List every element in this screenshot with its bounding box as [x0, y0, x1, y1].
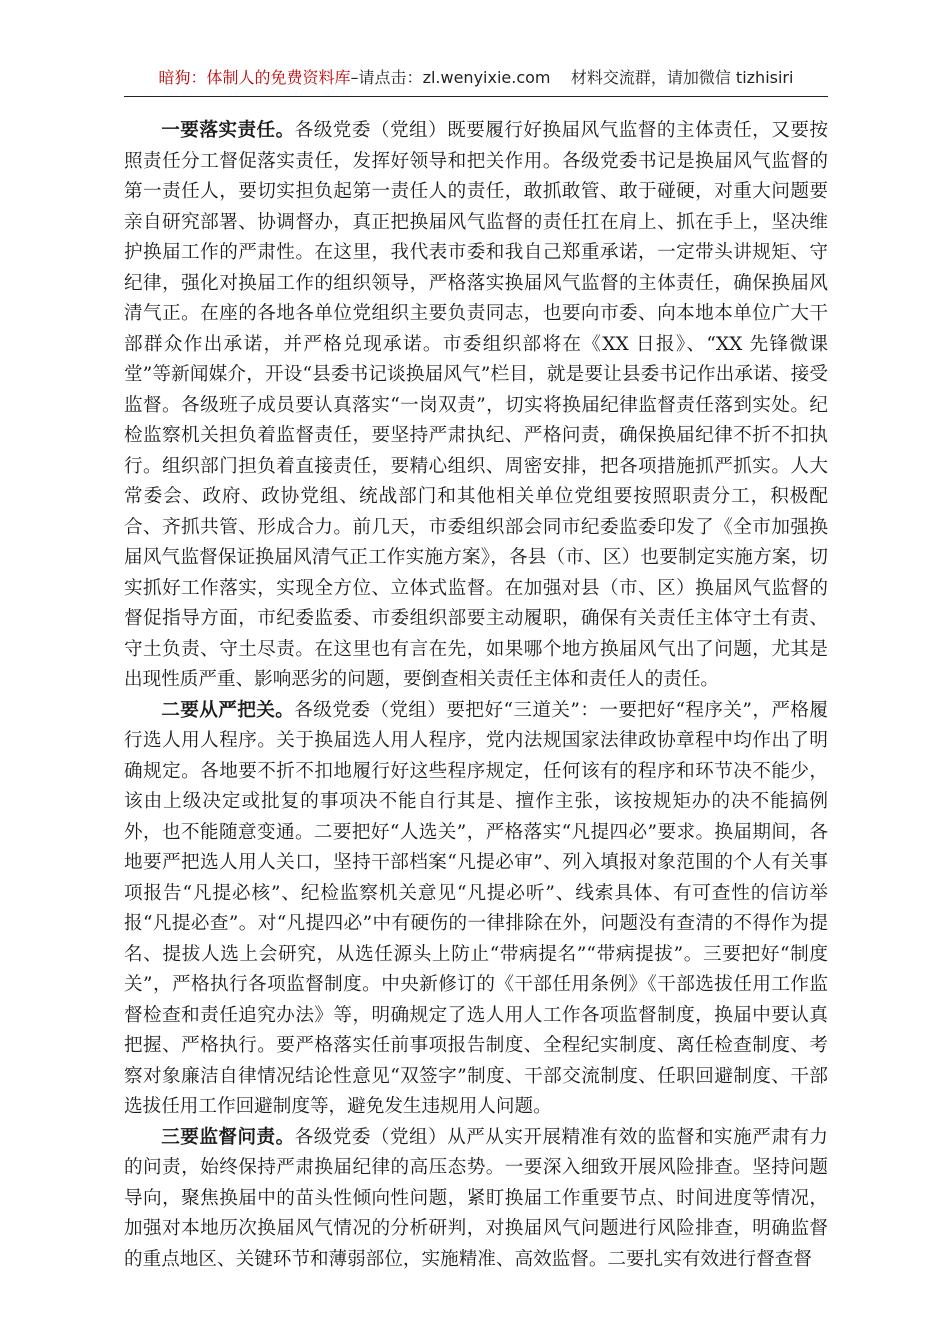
header-click-prompt: –请点击： — [350, 68, 423, 87]
header-url-link[interactable]: zl.wenyixie.com — [422, 68, 551, 87]
paragraph-text: 各级党委（党组）要把好“三道关”：一要把好“程序关”，严格履行选人用人程序。关于换届选人用人程序，党内法规国家法律政协章程中均作出了明确规定。各地要不折不扣地履行好这些程序规定，任何该有的程序和环节决不能少，该由上级决定或批复的事项决不能自行其是、擅作主张，该按规矩办的决不能搞例外，也不能随意变通。二要把好“人选关”，严格落实“凡提四必”要求。换届期间，各地要严把选人用人关口，坚持干部档案“凡提必审”、列入填报对象范围的个人有关事项报告“凡提必核”、纪检监察机关意见“凡提必听”、线索具体、有可查性的信访举报“凡提必查”。对“凡提四必”中有硬伤的一律排除在外，问题没有查清的不得作为提名、提拔人选上会研究，从选任源头上防止“带病提名”“带病提拔”。三要把好“制度关”，严格执行各项监督制度。中央新修订的《干部任用条例》《干部选拔任用工作监督检查和责任追究办法》等，明确规定了选人用人工作各项监督制度，换届中要认真把握、严格执行。要严格落实任前事项报告制度、全程纪实制度、离任检查制度、考察对象廉洁自律情况结论性意见“双签字”制度、干部交流制度、任职回避制度、干部选拔任用工作回避制度等，避免发生违规用人问题。 — [124, 699, 828, 1117]
paragraph-heading: 一要落实责任。 — [161, 120, 295, 141]
document-body — [124, 116, 828, 1275]
paragraph-text: 各级党委（党组）既要履行好换届风气监督的主体责任，又要按照责任分工督促落实责任，发挥好领导和把关作用。各级党委书记是换届风气监督的第一责任人，要切实担负起第一责任人的责任，敢抓敢管、敢于碰硬，对重大问题要亲自研究部署、协调督办，真正把换届风气监督的责任扛在肩上、抓在手上，坚决维护换届工作的严肃性。在这里，我代表市委和我自己郑重承诺，一定带头讲规矩、守纪律，强化对换届工作的组织领导，严格落实换届风气监督的主体责任，确保换届风清气正。在座的各地各单位党组织主要负责同志，也要向市委、向本地本单位广大干部群众作出承诺，并严格兑现承诺。市委组织部将在《XX 日报》、“XX 先锋微课堂”等新闻媒介，开设“县委书记谈换届风气”栏目，就是要让县委书记作出承诺、接受监督。各级班子成员要认真落实“一岗双责”，切实将换届纪律监督责任落到实处。纪检监察机关担负着监督责任，要坚持严肃执纪、严格问责，确保换届纪律不折不扣执行。组织部门担负着直接责任，要精心组织、周密安排，把各项措施抓严抓实。人大常委会、政府、政协党组、统战部门和其他相关单位党组要按照职责分工，积极配合、齐抓共管、形成合力。前几天，市委组织部会同市纪委监委印发了《全市加强换届风气监督保证换届风清气正工作实施方案》，各县（市、区）也要制定实施方案，切实抓好工作落实，实现全方位、立体式监督。在加强对县（市、区）换届风气监督的督促指导方面，市纪委监委、市委组织部要主动履职，确保有关责任主体守土有责、守土负责、守土尽责。在这里也有言在先，如果哪个地方换届风气出了问题，尤其是出现性质严重、影响恶劣的问题，要倒查相关责任主体和责任人的责任。 — [124, 120, 828, 690]
paragraph-responsibility — [124, 116, 828, 696]
paragraph-strict-check — [124, 696, 828, 1123]
header-wechat-note: 材料交流群，请加微信 tizhisiri — [570, 68, 794, 87]
paragraph-text: 各级党委（党组）从严从实开展精准有效的监督和实施严肃有力的问责，始终保持严肃换届纪律的高压态势。一要深入细致开展风险排查。坚持问题导向，聚焦换届中的苗头性倾向性问题，紧盯换届工作重要节点、时间进度等情况，加强对本地历次换届风气情况的分析研判，对换届风气问题进行风险排查，明确监督的重点地区、关键环节和薄弱部位，实施精准、高效监督。二要扎实有效进行督查督 — [124, 1126, 828, 1270]
paragraph-supervision — [124, 1123, 828, 1276]
header-site-name: 暗狗：体制人的免费资料库 — [158, 68, 351, 87]
page-header — [124, 66, 828, 97]
paragraph-heading: 三要监督问责。 — [161, 1126, 295, 1148]
paragraph-heading: 二要从严把关。 — [161, 699, 295, 721]
